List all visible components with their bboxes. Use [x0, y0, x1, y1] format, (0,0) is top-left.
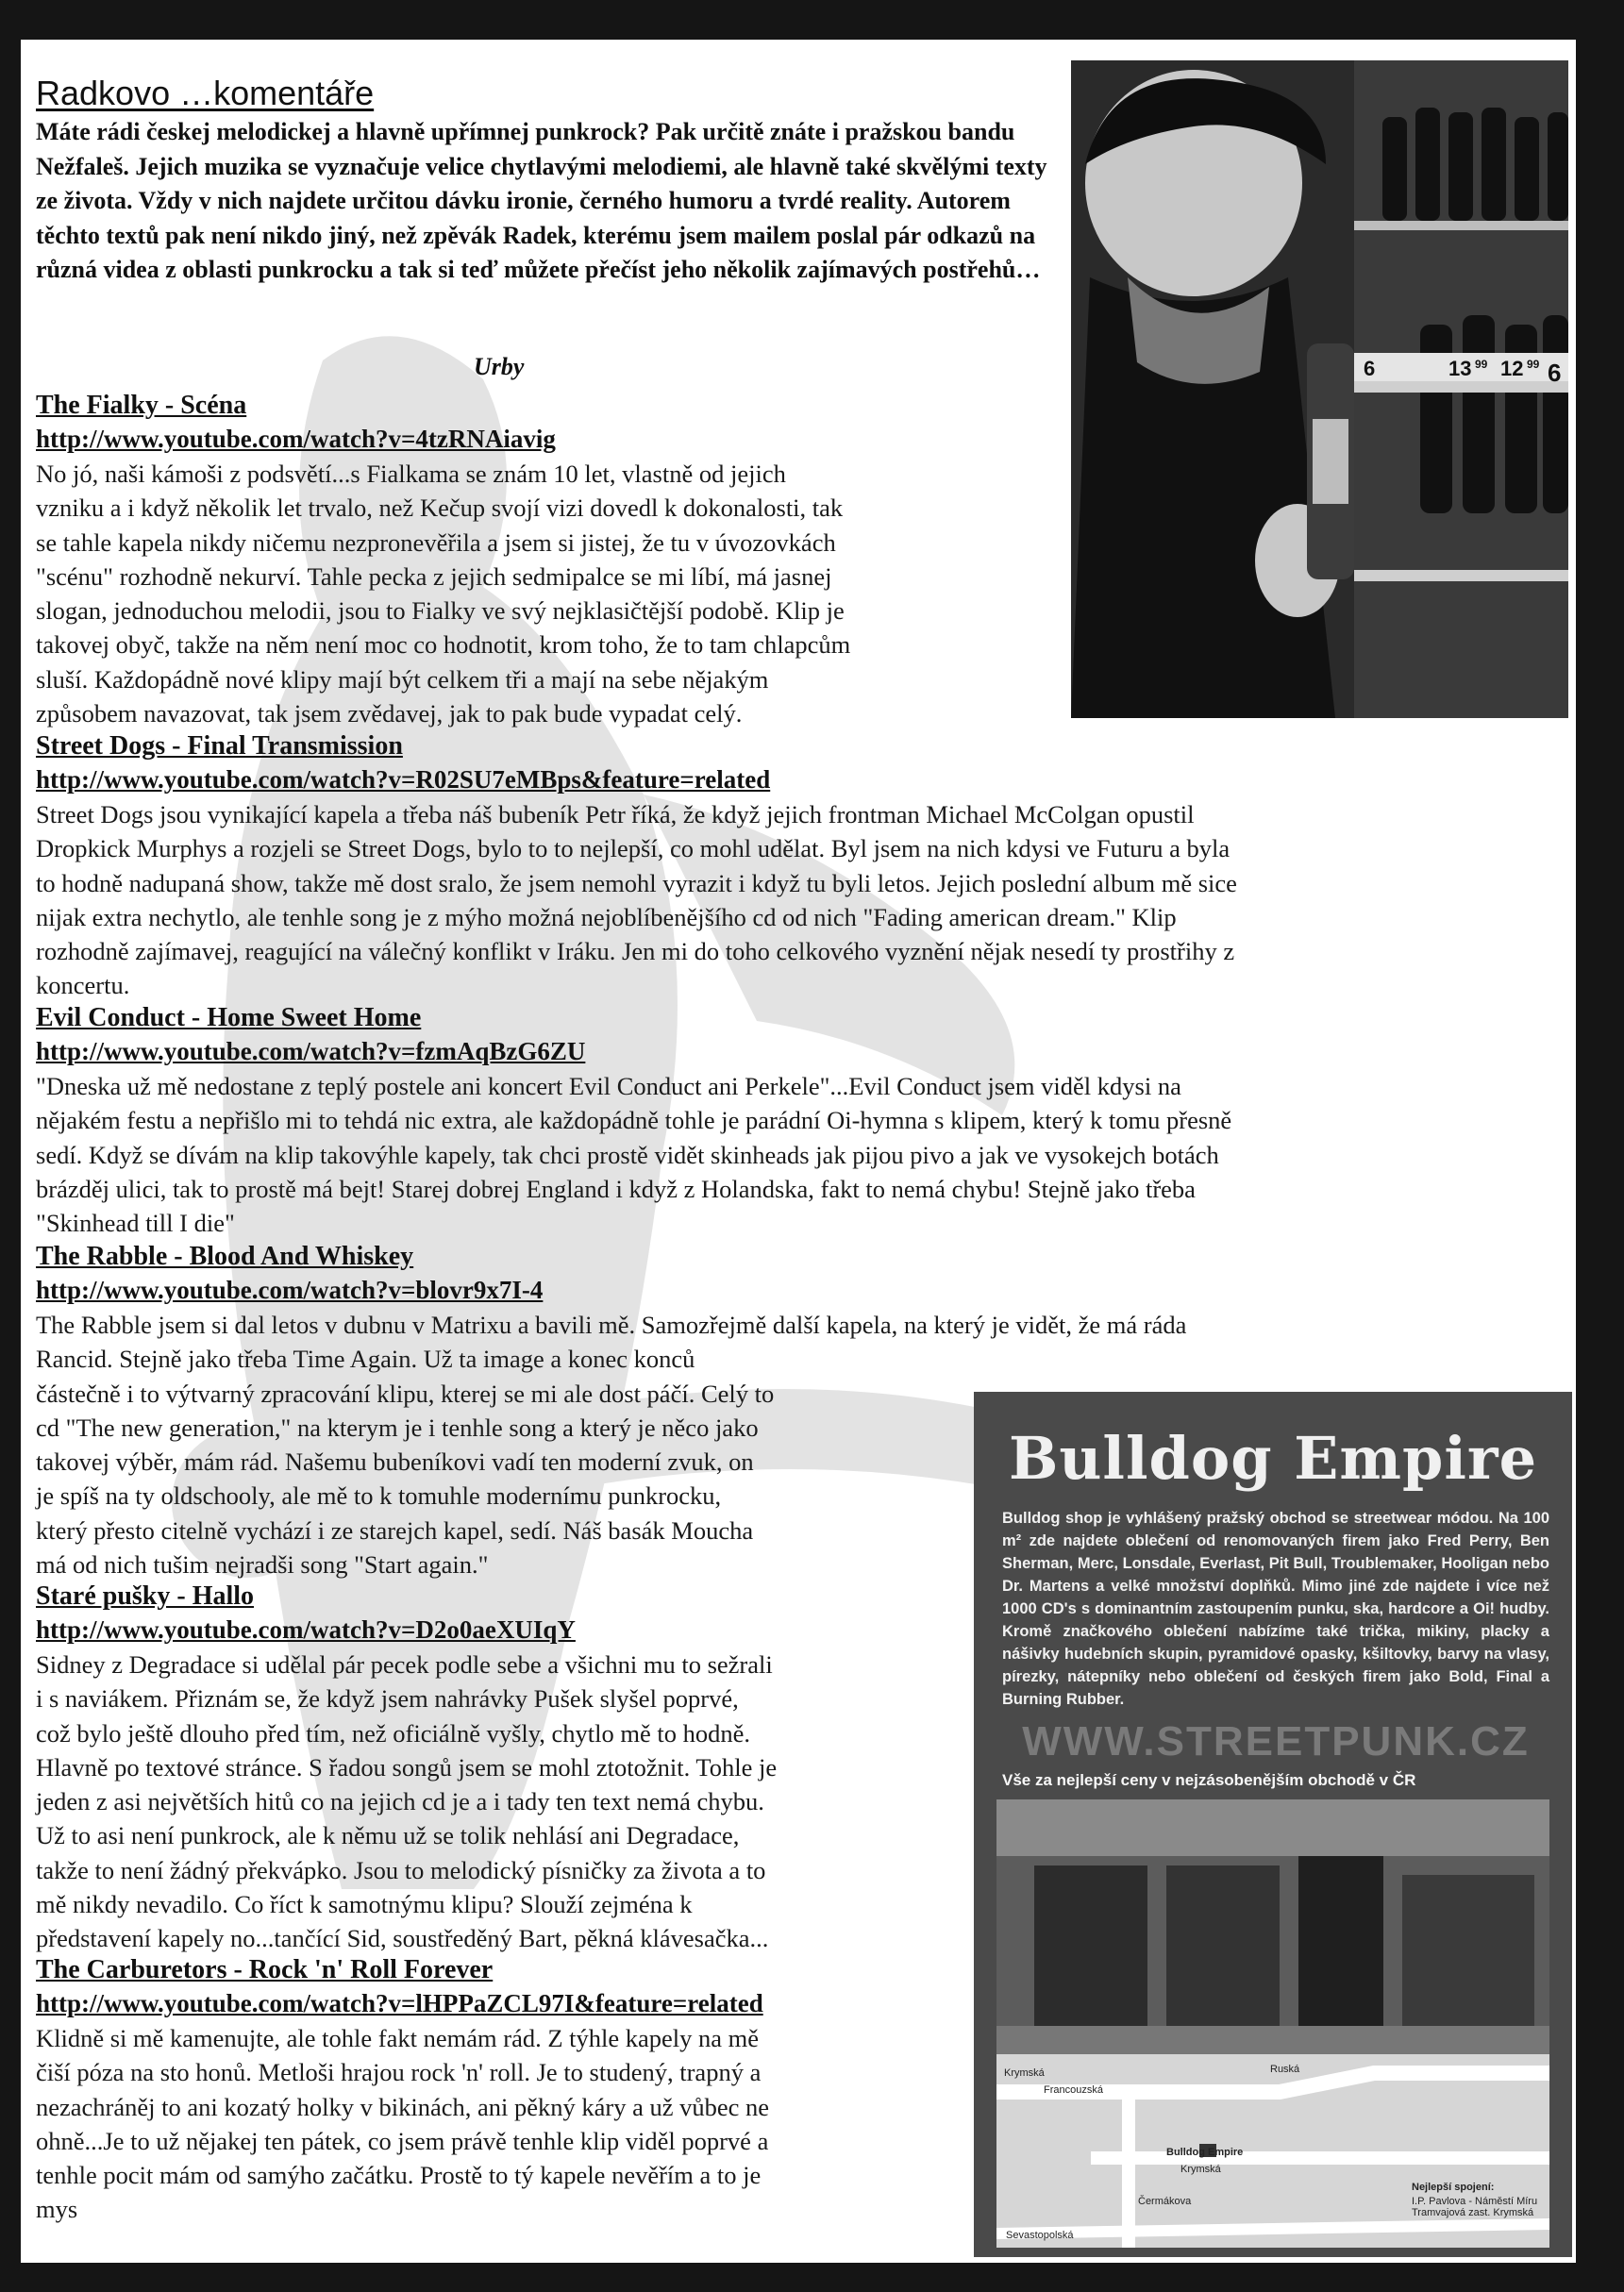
song-title: The Fialky - Scéna [36, 391, 247, 420]
song-comment: No jó, naši kámoši z podsvětí...s Fialkama se znám 10 let, vlastně od jejich vzniku a i když několik let trvalo, než Kečup svojí vizi dovedl k dokonalosti, tak se tahle kapela nikdy ničemu nezpronevěřila a jsem si jistej, že tu v úvozovkách "scénu" rozhodně nekurví. Tahle pecka z jejich sedmipalce se mi líbí, má jasnej slogan, jednoduchou melodii, jsou to Fialky ve svý nejklasičtější podobě. Klip je takovej obyč, takže na něm není moc co hodnotit, krom toho, že to tam chlapcům sluší. Každopádně nové klipy mají být celkem tři a mají na sebe nějakým způsobem navazovat, tak jsem zvědavej, jak to pak bude vypadat celý. [36, 460, 851, 728]
song-title: The Carburetors - Rock 'n' Roll Forever [36, 1955, 494, 1984]
song-comment: The Rabble jsem si dal letos v dubnu v Matrixu a bavili mě. Samozřejmě další kapela, na který je vidět, že má ráda Rancid. Stejně jako třeba Time Again. Už ta image a konec konců částečně i to výtvarný zpracování klipu, kterej se mi ale dost páčí. Celý to cd "The new generation," na kterym je i tenhle song a který je něco jako takovej výběr, mám rád. Našemu bubeníkovi vadí ten moderní zvuk, on je spíš na ty oldschooly, ale mě to k tomuhle modernímu punkrocku, který přesto citelně vychází i ze starejch kapel, sedí. Náš basák Moucha má od nich tušim nejradši song "Start again." [36, 1311, 1187, 1580]
map-label: Bulldog Empire [1166, 2147, 1244, 2158]
map-label: Krymská [1004, 2067, 1045, 2079]
map-roads [996, 2054, 1549, 2248]
article-author: Urby [474, 353, 525, 380]
song-link[interactable]: http://www.youtube.com/watch?v=blovr9x7I-4 [36, 1276, 544, 1304]
song-title: Evil Conduct - Home Sweet Home [36, 1003, 422, 1032]
magazine-page [21, 40, 1576, 2263]
ad-description: Bulldog shop je vyhlášený pražský obchod se streetwear módou. Na 100 m² zde najdete oblečení od renomovaných firem jako Fred Perry, Ben Sherman, Merc, Lonsdale, Everlast, Pit Bull, Troublemaker, Hooligan nebo Dr. Martens a velké množství doplňků. Mimo jiné zde najdete i více než 1000 CD's s dominantním zastoupením punku, ska, hardcore a Oi! hudby. Kromě značkového oblečení nabízíme také trička, mikiny, placky a nášivky hudebních skupin, pyramidové opasky, kšiltovky, barvy na vlasy, pírezky, nátepníky nebo oblečení od českých firem jako Bold, Final a Burning Rubber. [1002, 1510, 1549, 1708]
song-link[interactable]: http://www.youtube.com/watch?v=R02SU7eMBps&feature=related [36, 765, 771, 794]
song-comment: Sidney z Degradace si udělal pár pecek podle sebe a všichni mu to sežrali i s naviákem. Přiznám se, že když jsem nahrávky Pušek slyšel poprvé, což bylo ještě dlouho před tím, než oficiálně vyšly, chytlo mě to hodně. Hlavně po textové stránce. S řadou songů jsem se mohl ztotožnit. Tohle je jeden z asi největších hitů co na jejich cd je a i tady ten text nemá chybu. Už to asi není punkrock, ale k němu už se tolik nehlásí ani Degradace, takže to není žádný překvápko. Jsou to melodický písničky za života a to mě nikdy nevadilo. Co říct k samotnýmu klipu? Slouží zejména k představení kapely no...tančící Sid, soustředěný Bart, pěkná klávesačka... [36, 1650, 778, 1953]
map-label: Sevastopolská [1006, 2230, 1074, 2241]
song-link[interactable]: http://www.youtube.com/watch?v=lHPPaZCL97I&feature=related [36, 1989, 763, 2017]
article-intro: Máte rádi českej melodickej a hlavně upřímnej punkrock? Pak určitě znáte i pražskou bandu Nežfaleš. Jejich muzika se vyznačuje velice chytlavými melodiemi, ale hlavně také skvělými texty ze života. Vždy v nich najdete určitou dávku ironie, černého humoru a tvrdé reality. Autorem těchto textů pak není nikdo jiný, než zpěvák Radek, kterému jsem mailem poslal pár odkazů na různá videa z oblasti punkrocku a tak si teď můžete přečíst jeho několik zajímavých postřehů… [36, 118, 1047, 283]
map-label: Ruská [1270, 2064, 1300, 2075]
ad-website[interactable]: WWW.STREETPUNK.CZ [1022, 1718, 1530, 1765]
singer-photo [1071, 60, 1568, 718]
song-title: The Rabble - Blood And Whiskey [36, 1242, 414, 1271]
map-label: Čermákova [1138, 2196, 1192, 2207]
price-tag: 13 [1448, 357, 1472, 380]
price-tag: 6 [1548, 359, 1562, 387]
ad-title: Bulldog Empire [1008, 1424, 1538, 1493]
ad-slogan: Vše za nejlepší ceny v nejzásobenějším obchodě v ČR [1002, 1771, 1416, 1789]
shop-map [996, 2054, 1549, 2248]
song-comment: Street Dogs jsou vynikající kapela a třeba náš bubeník Petr říká, že když jejich frontman Michael McColgan opustil Dropkick Murphys a rozjeli se Street Dogs, bylo to to nejlepší, co mohl udělat. Byl jsem na nich kdysi ve Futuru a byla to hodně nadupaná show, takže mě dost sralo, že jsem nemohl vyrazit i když tu byli letos. Jejich poslední album mě sice nijak extra nechytlo, ale tenhle song je z mýho možná nejoblíbenějšího cd od nich "Fading american dream." Klip rozhodně zajímavej, reagující na válečný konflikt v Iráku. Jen mi do toho celkového vyznění nějak nesedí ty prostřihy z koncertu. [36, 800, 1237, 1000]
song-link[interactable]: http://www.youtube.com/watch?v=4tzRNAiavig [36, 425, 556, 453]
price-tag: 12 [1500, 357, 1524, 380]
song-link[interactable]: http://www.youtube.com/watch?v=D2o0aeXUIqY [36, 1615, 576, 1644]
song-comment: Klidně si mě kamenujte, ale tohle fakt nemám rád. Z týhle kapely na mě čiší póza na sto honů. Metloši hrajou rock 'n' roll. Je to studený, trapný a nezachráněj to ani kozatý holky v bikinách, ani pěkný káry a už vůbec ne ohně...Je to už nějakej ten pátek, co jsem právě tenhle klip viděl poprvé a tenhle pocit mám od samýho začátku. Prostě to tý kapele nevěřím a to je mys [36, 2024, 770, 2224]
price-tag: 99 [1475, 358, 1488, 371]
map-label: I.P. Pavlova - Náměstí Míru Tramvajová zast. Krymská [1412, 2196, 1538, 2218]
song-comment: "Dneska už mě nedostane z teplý postele ani koncert Evil Conduct ani Perkele"...Evil Conduct jsem viděl kdysi na nějakém festu a nepřišlo mi to tehdá nic extra, ale každopádně tohle je parádní Oi-hymna s klipem, který k tomu přesně sedí. Když se dívám na klip takovýhle kapely, tak chci prostě vidět skinheads jak pijou pivo a jak ve vysokejch botách brázděj ulici, tak to prostě má bejt! Starej dobrej England i když z Holandska, fakt to nemá chybu! Stejně jako třeba "Skinhead till I die" [36, 1072, 1232, 1238]
song-title: Street Dogs - Final Transmission [36, 731, 403, 761]
bulldog-empire-ad [974, 1392, 1572, 2257]
map-label: Nejlepší spojení: [1412, 2182, 1495, 2193]
map-label: Francouzská [1044, 2084, 1103, 2096]
map-label: Krymská [1180, 2164, 1221, 2175]
shop-photo [996, 1799, 1549, 2054]
price-tag: 6 [1364, 357, 1376, 380]
price-tag: 99 [1527, 358, 1540, 371]
singer-photo-illustration [1071, 60, 1568, 718]
song-link[interactable]: http://www.youtube.com/watch?v=fzmAqBzG6ZU [36, 1037, 586, 1065]
song-title: Staré pušky - Hallo [36, 1581, 255, 1611]
article-heading: Radkovo …komentáře [36, 74, 375, 112]
